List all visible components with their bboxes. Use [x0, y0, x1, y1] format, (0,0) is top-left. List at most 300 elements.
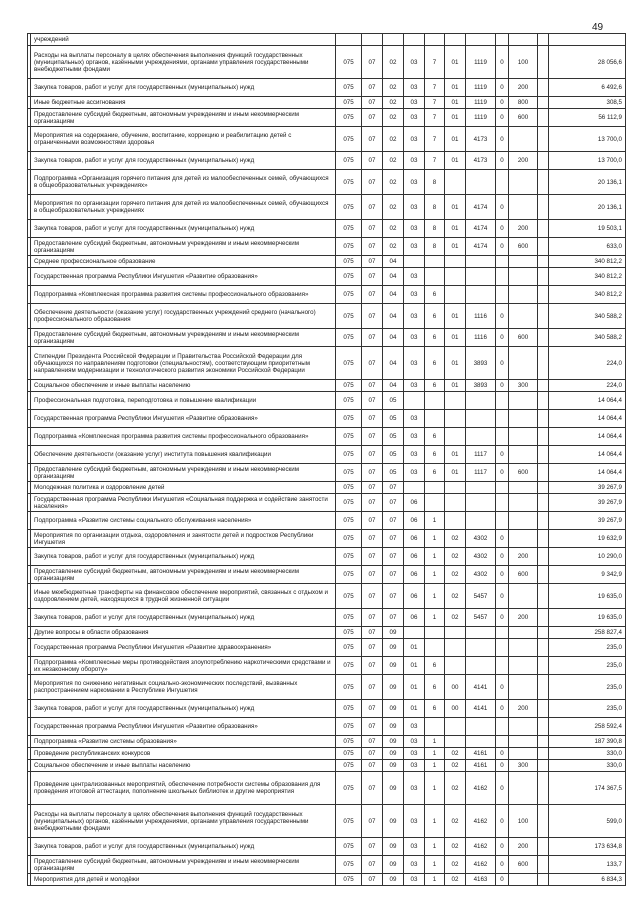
row-code-4: 8 — [425, 238, 445, 256]
table-row — [28, 700, 626, 718]
row-code-7: 0 — [496, 530, 509, 548]
row-amount: 235,0 — [549, 675, 626, 700]
row-code-2: 05 — [383, 410, 404, 428]
row-code-2: 02 — [383, 195, 404, 220]
row-code-9 — [538, 329, 549, 347]
row-amount — [549, 34, 626, 46]
row-amount: 56 112,9 — [549, 109, 626, 127]
row-code-0: 075 — [336, 268, 362, 286]
row-code-9 — [538, 494, 549, 512]
row-code-0: 075 — [336, 856, 362, 874]
row-code-1: 07 — [362, 874, 383, 886]
row-code-5 — [445, 512, 466, 530]
table-row — [28, 639, 626, 657]
row-code-3: 03 — [404, 238, 425, 256]
row-amount: 6 834,3 — [549, 874, 626, 886]
row-code-3: 03 — [404, 152, 425, 170]
row-code-5: 01 — [445, 79, 466, 97]
row-code-9 — [538, 109, 549, 127]
row-code-0 — [336, 34, 362, 46]
row-code-7: 0 — [496, 700, 509, 718]
row-code-0: 075 — [336, 838, 362, 856]
row-code-2: 02 — [383, 238, 404, 256]
row-code-6: 1119 — [466, 46, 496, 79]
row-code-1: 07 — [362, 268, 383, 286]
row-code-7: 0 — [496, 380, 509, 392]
row-name: Подпрограмма «Развитие системы образования» — [31, 736, 336, 748]
row-name: Закупка товаров, работ и услуг для государственных (муниципальных) нужд — [31, 79, 336, 97]
row-code-4: 1 — [425, 566, 445, 584]
table-row — [28, 657, 626, 675]
row-code-9 — [538, 97, 549, 109]
row-amount: 9 342,9 — [549, 566, 626, 584]
row-name: Проведение республиканских конкурсов — [31, 748, 336, 760]
row-code-0: 075 — [336, 805, 362, 838]
row-code-4: 1 — [425, 530, 445, 548]
row-code-0: 075 — [336, 170, 362, 195]
row-code-7: 0 — [496, 675, 509, 700]
row-name: Предоставление субсидий бюджетным, автономным учреждениям и иным некоммерческим организациям — [31, 464, 336, 482]
row-code-8 — [509, 657, 538, 675]
row-code-3: 06 — [404, 530, 425, 548]
row-code-7: 0 — [496, 748, 509, 760]
row-amount: 39 267,9 — [549, 512, 626, 530]
row-code-0: 075 — [336, 700, 362, 718]
row-code-9 — [538, 482, 549, 494]
row-amount: 340 812,2 — [549, 256, 626, 268]
row-code-8 — [509, 256, 538, 268]
row-code-3: 03 — [404, 97, 425, 109]
row-code-5: 01 — [445, 220, 466, 238]
row-code-7: 0 — [496, 97, 509, 109]
row-code-7: 0 — [496, 856, 509, 874]
table-row — [28, 195, 626, 220]
row-amount: 39 267,9 — [549, 482, 626, 494]
row-code-4: 7 — [425, 127, 445, 152]
row-code-6: 4161 — [466, 760, 496, 772]
row-code-2: 07 — [383, 494, 404, 512]
row-code-1: 07 — [362, 256, 383, 268]
row-name: Предоставление субсидий бюджетным, автономным учреждениям и иным некоммерческим организациям — [31, 856, 336, 874]
row-code-1: 07 — [362, 97, 383, 109]
row-code-1: 07 — [362, 748, 383, 760]
row-code-1: 07 — [362, 152, 383, 170]
row-code-8 — [509, 639, 538, 657]
row-code-5: 01 — [445, 238, 466, 256]
row-code-1: 07 — [362, 428, 383, 446]
row-code-7: 0 — [496, 772, 509, 805]
row-code-2: 05 — [383, 392, 404, 410]
row-code-3: 06 — [404, 548, 425, 566]
row-code-5 — [445, 482, 466, 494]
row-code-9 — [538, 700, 549, 718]
table-row — [28, 856, 626, 874]
row-code-5 — [445, 639, 466, 657]
row-code-6 — [466, 170, 496, 195]
row-code-4 — [425, 639, 445, 657]
row-name: Предоставление субсидий бюджетным, автономным учреждениям и иным некоммерческим организациям — [31, 238, 336, 256]
row-amount: 19 632,9 — [549, 530, 626, 548]
row-code-6: 4162 — [466, 856, 496, 874]
table-row — [28, 97, 626, 109]
row-code-1: 07 — [362, 286, 383, 304]
row-code-9 — [538, 760, 549, 772]
row-code-5: 02 — [445, 748, 466, 760]
table-row — [28, 46, 626, 79]
row-code-8 — [509, 170, 538, 195]
table-row — [28, 109, 626, 127]
row-code-1: 07 — [362, 512, 383, 530]
row-name: Государственная программа Республики Ингушетия «Развитие здравоохранения» — [31, 639, 336, 657]
row-name: Государственная программа Республики Ингушетия «Развитие образования» — [31, 268, 336, 286]
row-code-9 — [538, 718, 549, 736]
row-amount: 19 635,0 — [549, 609, 626, 627]
row-code-3: 03 — [404, 736, 425, 748]
row-amount: 235,0 — [549, 657, 626, 675]
row-name: Мероприятия по снижению негативных социально-экономических последствий, вызванных распространением наркомании в Республике Ингушетия — [31, 675, 336, 700]
row-code-8 — [509, 446, 538, 464]
row-code-3: 03 — [404, 347, 425, 380]
row-code-8 — [509, 347, 538, 380]
row-code-6: 3893 — [466, 347, 496, 380]
row-code-2: 04 — [383, 256, 404, 268]
row-code-5: 01 — [445, 195, 466, 220]
row-name: Закупка товаров, работ и услуг для государственных (муниципальных) нужд — [31, 220, 336, 238]
row-code-7 — [496, 286, 509, 304]
row-code-4 — [425, 34, 445, 46]
row-name: Государственная программа Республики Ингушетия «Социальная поддержка и содействие занятости населения» — [31, 494, 336, 512]
row-code-8 — [509, 718, 538, 736]
row-code-7: 0 — [496, 152, 509, 170]
row-name: Предоставление субсидий бюджетным, автономным учреждениям и иным некоммерческим организациям — [31, 329, 336, 347]
table-row — [28, 482, 626, 494]
row-code-2: 09 — [383, 805, 404, 838]
row-code-2: 09 — [383, 736, 404, 748]
row-code-1 — [362, 34, 383, 46]
row-code-0: 075 — [336, 392, 362, 410]
row-code-5: 01 — [445, 152, 466, 170]
row-code-2: 09 — [383, 639, 404, 657]
row-code-8 — [509, 748, 538, 760]
row-code-6: 4162 — [466, 772, 496, 805]
row-code-7: 0 — [496, 874, 509, 886]
row-code-3: 03 — [404, 109, 425, 127]
row-code-6 — [466, 718, 496, 736]
row-code-2: 07 — [383, 566, 404, 584]
row-code-9 — [538, 195, 549, 220]
row-code-5 — [445, 268, 466, 286]
row-code-9 — [538, 772, 549, 805]
row-code-6: 4162 — [466, 805, 496, 838]
row-code-1: 07 — [362, 548, 383, 566]
row-code-6 — [466, 410, 496, 428]
row-code-5 — [445, 657, 466, 675]
row-code-4: 1 — [425, 748, 445, 760]
row-amount: 258 827,4 — [549, 627, 626, 639]
row-code-9 — [538, 657, 549, 675]
row-code-8: 600 — [509, 329, 538, 347]
row-code-8 — [509, 428, 538, 446]
table-row — [28, 268, 626, 286]
row-code-3: 03 — [404, 195, 425, 220]
row-code-1: 07 — [362, 639, 383, 657]
row-code-4 — [425, 482, 445, 494]
row-code-5: 01 — [445, 347, 466, 380]
row-code-3: 03 — [404, 874, 425, 886]
row-code-2: 05 — [383, 446, 404, 464]
row-code-0: 075 — [336, 675, 362, 700]
row-code-8 — [509, 127, 538, 152]
table-row — [28, 127, 626, 152]
row-code-7 — [496, 392, 509, 410]
row-code-2: 02 — [383, 97, 404, 109]
row-code-9 — [538, 238, 549, 256]
row-code-0: 075 — [336, 195, 362, 220]
row-code-6: 4302 — [466, 548, 496, 566]
row-code-9 — [538, 736, 549, 748]
row-code-0: 075 — [336, 410, 362, 428]
row-code-7: 0 — [496, 220, 509, 238]
row-code-1: 07 — [362, 760, 383, 772]
row-code-2: 09 — [383, 627, 404, 639]
row-code-9 — [538, 46, 549, 79]
row-name: Стипендии Президента Российской Федерации и Правительства Российской Федерации для обучающихся по направлениям подготовки (специальностям), соответствующим приоритетным направлениям модернизации и технологического развития экономики Российской Федерации — [31, 347, 336, 380]
row-code-0: 075 — [336, 657, 362, 675]
row-code-3: 06 — [404, 609, 425, 627]
table-row — [28, 838, 626, 856]
row-code-0: 075 — [336, 512, 362, 530]
row-code-2: 09 — [383, 675, 404, 700]
table-row — [28, 428, 626, 446]
row-code-5: 01 — [445, 329, 466, 347]
row-code-5: 01 — [445, 97, 466, 109]
table-row — [28, 410, 626, 428]
row-code-9 — [538, 347, 549, 380]
table-row — [28, 347, 626, 380]
row-code-6 — [466, 736, 496, 748]
row-code-0: 075 — [336, 46, 362, 79]
row-code-4: 6 — [425, 464, 445, 482]
row-code-2: 07 — [383, 512, 404, 530]
row-code-8 — [509, 584, 538, 609]
row-code-7 — [496, 428, 509, 446]
row-code-6: 4302 — [466, 566, 496, 584]
table-row — [28, 627, 626, 639]
row-code-3: 06 — [404, 584, 425, 609]
row-code-7 — [496, 170, 509, 195]
row-code-5 — [445, 256, 466, 268]
row-code-3: 03 — [404, 46, 425, 79]
table-row — [28, 152, 626, 170]
row-code-9 — [538, 609, 549, 627]
row-amount: 39 267,9 — [549, 494, 626, 512]
row-code-3: 06 — [404, 512, 425, 530]
row-amount: 13 700,0 — [549, 127, 626, 152]
row-code-6: 1117 — [466, 446, 496, 464]
row-code-3: 03 — [404, 446, 425, 464]
row-code-4: 6 — [425, 347, 445, 380]
row-code-5: 02 — [445, 530, 466, 548]
row-code-3: 03 — [404, 380, 425, 392]
row-name: Закупка товаров, работ и услуг для государственных (муниципальных) нужд — [31, 838, 336, 856]
row-code-3: 03 — [404, 304, 425, 329]
row-code-6: 1117 — [466, 464, 496, 482]
row-code-6: 1116 — [466, 304, 496, 329]
row-code-0: 075 — [336, 494, 362, 512]
row-code-8: 200 — [509, 838, 538, 856]
row-code-3: 03 — [404, 718, 425, 736]
row-code-3: 03 — [404, 79, 425, 97]
row-code-2: 04 — [383, 286, 404, 304]
row-code-8: 800 — [509, 97, 538, 109]
row-code-7: 0 — [496, 304, 509, 329]
row-amount: 133,7 — [549, 856, 626, 874]
row-code-6: 4141 — [466, 700, 496, 718]
row-code-2: 07 — [383, 584, 404, 609]
table-row — [28, 494, 626, 512]
row-code-2: 09 — [383, 838, 404, 856]
row-code-1: 07 — [362, 329, 383, 347]
row-code-1: 07 — [362, 220, 383, 238]
row-amount: 224,0 — [549, 347, 626, 380]
row-code-6: 5457 — [466, 609, 496, 627]
row-name: Подпрограмма «Комплексные меры противодействия злоупотреблению наркотическими средствами и их незаконному обороту» — [31, 657, 336, 675]
row-code-1: 07 — [362, 304, 383, 329]
table-row — [28, 170, 626, 195]
table-row — [28, 609, 626, 627]
row-code-0: 075 — [336, 238, 362, 256]
row-code-6 — [466, 627, 496, 639]
row-code-8 — [509, 627, 538, 639]
row-code-2: 07 — [383, 482, 404, 494]
table-row — [28, 675, 626, 700]
row-amount: 174 367,5 — [549, 772, 626, 805]
row-code-0: 075 — [336, 347, 362, 380]
row-code-0: 075 — [336, 446, 362, 464]
row-code-1: 07 — [362, 380, 383, 392]
row-code-4: 6 — [425, 675, 445, 700]
row-code-2: 02 — [383, 79, 404, 97]
row-code-4: 7 — [425, 97, 445, 109]
row-code-9 — [538, 220, 549, 238]
row-code-5: 02 — [445, 856, 466, 874]
row-name: Подпрограмма «Организация горячего питания для детей из малообеспеченных семей, обучающихся в общеобразовательных учреждениях» — [31, 170, 336, 195]
row-amount: 330,0 — [549, 760, 626, 772]
row-code-6 — [466, 256, 496, 268]
row-amount: 13 700,0 — [549, 152, 626, 170]
row-code-7 — [496, 34, 509, 46]
row-code-6 — [466, 268, 496, 286]
row-code-5: 01 — [445, 304, 466, 329]
row-code-5: 02 — [445, 548, 466, 566]
row-code-0: 075 — [336, 97, 362, 109]
row-amount: 20 136,1 — [549, 195, 626, 220]
row-code-1: 07 — [362, 718, 383, 736]
row-code-4: 1 — [425, 874, 445, 886]
row-code-5: 01 — [445, 446, 466, 464]
row-code-3: 03 — [404, 748, 425, 760]
row-code-2: 02 — [383, 46, 404, 79]
row-code-5: 02 — [445, 584, 466, 609]
row-code-7: 0 — [496, 109, 509, 127]
row-code-9 — [538, 170, 549, 195]
row-code-9 — [538, 805, 549, 838]
row-amount: 330,0 — [549, 748, 626, 760]
row-code-1: 07 — [362, 856, 383, 874]
row-code-3: 01 — [404, 675, 425, 700]
row-code-1: 07 — [362, 464, 383, 482]
row-code-1: 07 — [362, 805, 383, 838]
row-code-0: 075 — [336, 718, 362, 736]
row-code-9 — [538, 874, 549, 886]
row-code-8: 200 — [509, 609, 538, 627]
row-code-0: 075 — [336, 109, 362, 127]
row-code-1: 07 — [362, 446, 383, 464]
row-code-6: 5457 — [466, 584, 496, 609]
row-code-3: 06 — [404, 494, 425, 512]
row-code-6 — [466, 657, 496, 675]
row-code-4: 8 — [425, 220, 445, 238]
row-code-9 — [538, 34, 549, 46]
row-code-8: 200 — [509, 548, 538, 566]
row-code-3: 06 — [404, 566, 425, 584]
row-code-9 — [538, 304, 549, 329]
row-code-0: 075 — [336, 627, 362, 639]
row-code-5: 02 — [445, 874, 466, 886]
table-row — [28, 718, 626, 736]
row-code-9 — [538, 410, 549, 428]
row-code-5 — [445, 736, 466, 748]
row-code-0: 075 — [336, 329, 362, 347]
table-row — [28, 329, 626, 347]
row-name: Мероприятия по организации горячего питания для детей из малообеспеченных семей, обучающихся в общеобразовательных учреждениях — [31, 195, 336, 220]
row-name: Мероприятия для детей и молодёжи — [31, 874, 336, 886]
row-name: Профессиональная подготовка, переподготовка и повышение квалификации — [31, 392, 336, 410]
row-code-1: 07 — [362, 675, 383, 700]
row-code-4: 1 — [425, 512, 445, 530]
row-code-5: 01 — [445, 127, 466, 152]
row-code-5: 01 — [445, 464, 466, 482]
row-code-5: 02 — [445, 609, 466, 627]
row-code-1: 07 — [362, 170, 383, 195]
row-code-8 — [509, 268, 538, 286]
row-code-9 — [538, 286, 549, 304]
row-code-5 — [445, 627, 466, 639]
row-code-7: 0 — [496, 838, 509, 856]
row-code-7: 0 — [496, 805, 509, 838]
row-code-2: 04 — [383, 268, 404, 286]
row-code-6: 4162 — [466, 838, 496, 856]
row-code-1: 07 — [362, 494, 383, 512]
row-code-8: 100 — [509, 805, 538, 838]
row-code-8 — [509, 874, 538, 886]
row-code-6: 4173 — [466, 152, 496, 170]
row-code-7: 0 — [496, 127, 509, 152]
row-code-2: 07 — [383, 548, 404, 566]
row-code-2: 09 — [383, 760, 404, 772]
row-code-2: 05 — [383, 428, 404, 446]
table-row — [28, 736, 626, 748]
row-amount: 173 634,8 — [549, 838, 626, 856]
row-code-6: 1119 — [466, 109, 496, 127]
row-code-4: 6 — [425, 700, 445, 718]
row-code-1: 07 — [362, 195, 383, 220]
row-code-7 — [496, 736, 509, 748]
row-code-2: 04 — [383, 304, 404, 329]
row-amount: 6 492,6 — [549, 79, 626, 97]
row-code-8 — [509, 512, 538, 530]
table-row — [28, 874, 626, 886]
